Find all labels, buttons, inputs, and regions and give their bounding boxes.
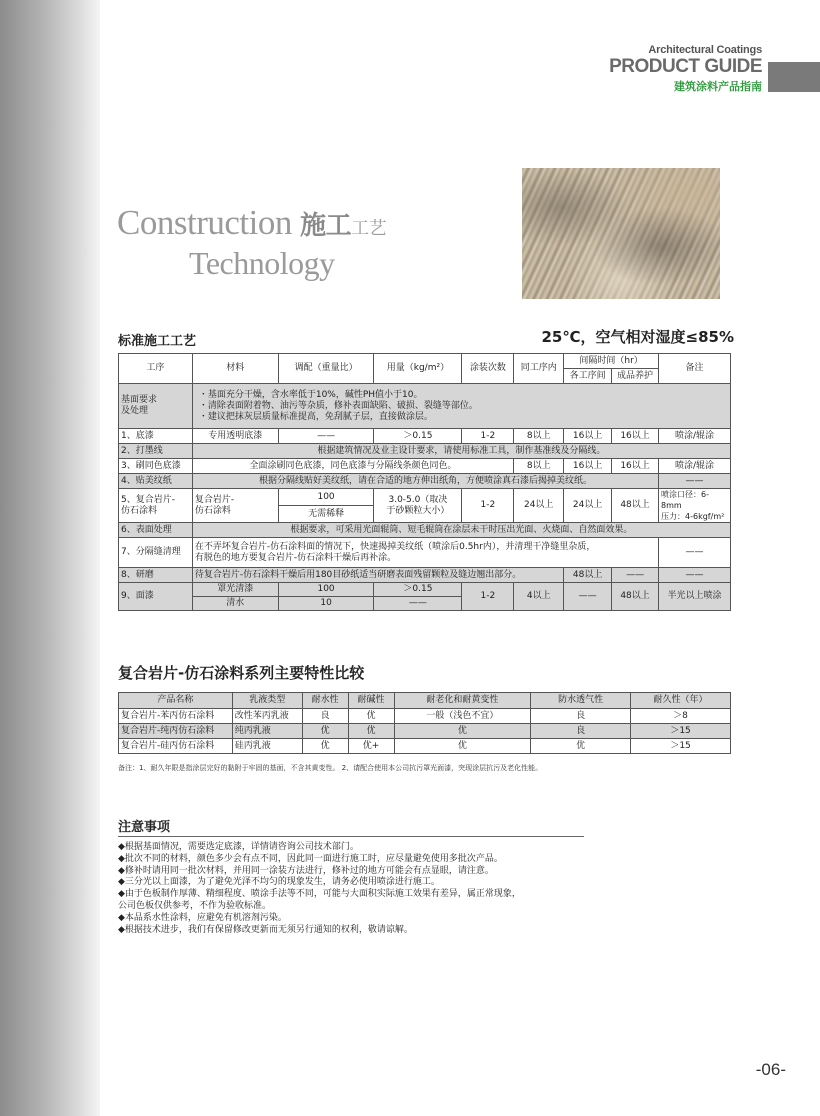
notice-item: ◆本品系水性涂料，应避免有机溶剂污染。 [118, 912, 287, 923]
spec-row-color-primer: 3、刷同色底漆 全面涂刷同色底漆，同色底漆与分隔线条颜色同色。 8以上 16以上 16以上 喷涂/辊涂 [119, 459, 731, 474]
side-gradient-bar [0, 0, 100, 1116]
brand-title-cn: 建筑涂料产品指南 [674, 80, 762, 93]
notice-item: ◆批次不同的材料，颜色多少会有点不同，因此同一面进行施工时，应尽量避免使用多批次产品。 [118, 853, 503, 864]
page-number: -06- [755, 1060, 786, 1079]
spec-section-title: 标准施工工艺 [118, 334, 197, 349]
construction-spec-table: 工序 材料 调配（重量比） 用量（kg/m²） 涂装次数 同工序内 间隔时间（hr） 备注 各工序间 成品养护 基面要求 及处理 ・基面充分干燥，含水率低于10%，碱性PH值小于10。 ・清除表面附着物、油污等杂质，修补表面缺陷、破损、裂缝等部位。 ・建议把抹灰层质量标准提高，免刮腻子层，直接做涂层。 1、底漆 专用透明底漆 —— ＞0.15 1-2 8以上 16以上 16以上 喷涂/辊涂 2、打墨线 根据建筑情况及业主设计要求，请使用标准工具，制作基准线及分隔线。 3、刷同色底漆 全面涂刷同色底漆，同色底漆与分隔线条颜色同色。 8以上 16以上 16以上 喷涂/辊涂 4、贴美纹纸 根据分隔线贴好美纹纸，请在合适的地方伸出纸角，方便喷涂真石漆后揭掉美纹纸。 —— 5、复合岩片- 仿石涂料 复合岩片- 仿石涂料 100 3.0-5.0（取决 于砂颗粒大小） 1-2 24以上 24以上 48以上 喷涂口径：6-8mm 压力：4-6kgf/m² 无需稀释 6、表面处理 根据要求，可采用光面辊筒、短毛辊筒在涂层未干时压出光面、火烧面、自然面效果。 7、分隔缝清理 在不弄坏复合岩片-仿石涂料面的情况下，快速揭掉美纹纸（喷涂后0.5hr内），并清理干净缝里杂质， 有脱色的地方要复合岩片-仿石涂料干燥后再补涂。 —— 8、研磨 待复合岩片-仿石涂料干燥后用180目砂纸适当研磨表面残留颗粒及缝边翘出部分。 48以上 —— —— 9、面漆 罩光清漆 100 ＞0.15 1-2 4以上 —— 48以上 半光以上喷涂 清水 10 —— [118, 353, 731, 611]
spec-row-surface-treatment: 6、表面处理 根据要求，可采用光面辊筒、短毛辊筒在涂层未干时压出光面、火烧面、自然面效果。 [119, 523, 731, 538]
step-cell: 基面要求 及处理 [119, 384, 193, 429]
hero-title [117, 205, 386, 279]
comparison-row: 复合岩片-硅丙仿石涂料 硅丙乳液 优 优+ 优 优 ＞15 [119, 739, 731, 754]
spec-row-stone-coating: 5、复合岩片- 仿石涂料 复合岩片- 仿石涂料 100 3.0-5.0（取决 于砂颗粒大小） 1-2 24以上 24以上 48以上 喷涂口径：6-8mm 压力：4-6kgf/m² [119, 489, 731, 506]
notice-item: ◆三分光以上面漆，为了避免光泽不均匀的现象发生，请务必使用喷涂进行施工。 [118, 877, 440, 888]
spec-row-substrate [119, 384, 731, 429]
spec-row-grinding: 8、研磨 待复合岩片-仿石涂料干燥后用180目砂纸适当研磨表面残留颗粒及缝边翘出部分。 48以上 —— —— [119, 568, 731, 583]
header-interval-group: 间隔时间（hr） [564, 354, 659, 369]
notice-divider [118, 836, 584, 837]
header-between: 各工序间 [564, 369, 612, 384]
hero-title-cn-small: 工艺 [351, 218, 387, 239]
notice-list [118, 842, 521, 936]
spec-row-topcoat: 9、面漆 罩光清漆 100 ＞0.15 1-2 4以上 —— 48以上 半光以上喷涂 [119, 583, 731, 597]
brand-subtitle: Architectural Coatings [648, 44, 762, 56]
hero-title-en-2: Technology [189, 245, 335, 281]
notice-item: ◆根据基面情况，需要选定底漆，详情请咨询公司技术部门。 [118, 842, 359, 852]
header-same-interval: 同工序内 [514, 354, 564, 384]
spec-conditions: 25℃，空气相对湿度≤85% [541, 328, 734, 346]
spec-row-joint-cleaning: 7、分隔缝清理 在不弄坏复合岩片-仿石涂料面的情况下，快速揭掉美纹纸（喷涂后0.5hr内），并清理干净缝里杂质， 有脱色的地方要复合岩片-仿石涂料干燥后再补涂。 —— [119, 538, 731, 568]
notice-item: 公司色板仅供参考，不作为验收标准。 [118, 900, 272, 911]
comparison-section-title: 复合岩片-仿石涂料系列主要特性比较 [118, 664, 365, 682]
substrate-requirements: ・基面充分干燥，含水率低于10%，碱性PH值小于10。 ・清除表面附着物、油污等杂质，修补表面缺陷、破损、裂缝等部位。 ・建议把抹灰层质量标准提高，免刮腻子层，直接做涂层。 [192, 384, 730, 429]
header-mix: 调配（重量比） [278, 354, 374, 384]
spec-header-row [119, 354, 731, 369]
header-coats: 涂装次数 [462, 354, 514, 384]
notice-item: ◆修补时请用同一批次材料，并用同一涂装方法进行，修补过的地方可能会有点显眼，请注意。 [118, 865, 494, 876]
notice-item: ◆由于色板制作厚薄、精细程度、喷涂手法等不同，可能与大面积实际施工效果有差异，属正常现象， [118, 889, 521, 900]
comparison-row: 复合岩片-苯丙仿石涂料 改性苯丙乳液 良 优 一般（浅色不宜） 良 ＞8 [119, 709, 731, 724]
comparison-header-row: 产品名称 乳液类型 耐水性 耐碱性 耐老化和耐黄变性 防水透气性 耐久性（年） [119, 693, 731, 709]
brand-title: PRODUCT GUIDE [609, 56, 762, 77]
header-remark: 备注 [659, 354, 731, 384]
hero-title-cn-bold: 施工 [300, 211, 352, 241]
stone-texture-image [522, 168, 720, 299]
notice-section-title: 注意事项 [118, 820, 171, 835]
header-usage: 用量（kg/m²） [374, 354, 462, 384]
header-step: 工序 [119, 354, 193, 384]
header-material: 材料 [192, 354, 278, 384]
comparison-row: 复合岩片-纯丙仿石涂料 纯丙乳液 优 优 优 良 ＞15 [119, 724, 731, 739]
spec-row-primer: 1、底漆 专用透明底漆 —— ＞0.15 1-2 8以上 16以上 16以上 喷涂/辊涂 [119, 429, 731, 444]
spec-row-ink-line: 2、打墨线 根据建筑情况及业主设计要求，请使用标准工具，制作基准线及分隔线。 [119, 444, 731, 459]
comparison-note: 备注：1、耐久年限是指涂层完好的黏附于牢固的基面，不含其黄变性。 2、请配合使用本公司抗污罩光面漆，突现涂层抗污及老化性能。 [118, 764, 543, 772]
header-cure: 成品养护 [612, 369, 659, 384]
spec-row-masking-tape: 4、贴美纹纸 根据分隔线贴好美纹纸，请在合适的地方伸出纸角，方便喷涂真石漆后揭掉美纹纸。 —— [119, 474, 731, 489]
comparison-table [118, 692, 731, 754]
brand-tab [768, 62, 820, 92]
brand-header [609, 44, 762, 94]
hero-title-en-1: Construction [117, 203, 292, 242]
notice-item: ◆根据技术进步，我们有保留修改更新而无须另行通知的权利，敬请谅解。 [118, 924, 413, 935]
